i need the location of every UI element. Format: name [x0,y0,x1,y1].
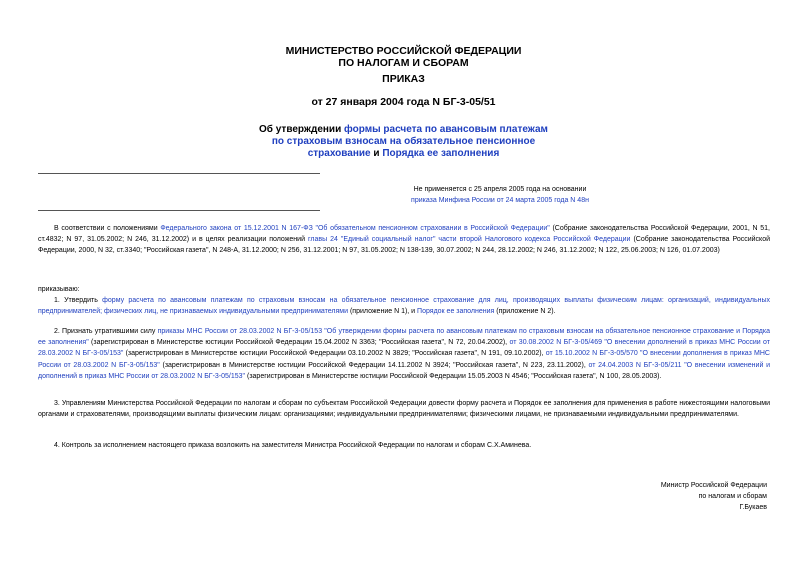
item1-text-1: 1. Утвердить [54,297,103,304]
link-federal-law[interactable]: Федерального закона от 15.12.2001 N 167-ФЗ "Об обязательном пенсионном страховании в Российской Федерации" [160,225,550,232]
signature-name: Г.Букаев [739,504,767,511]
item2-text-3: (зарегистрирован в Министерстве юстиции Российской Федерации 03.10.2002 N 3829; "Российская газета", N 191, 09.10.2002), [123,350,546,358]
validity-note [250,184,750,206]
subject-text-1: Об утверждении [259,124,344,135]
order-word: приказываю: [38,286,80,293]
signature-block [560,480,767,513]
subject-link-form[interactable]: формы расчета по авансовым платежам по страховым взносам на обязательное пенсионное страхование [271,124,548,159]
item3-text: 3. Управлениям Министерства Российской Федерации по налогам и сборам по субъектам Российской Федерации довести форму расчета и Порядок ее заполнения для применения в работе нижестоящими налоговыми органами и страхователями, производящими выплаты физическим лицам: организациями; индивидуальными предпринимателями; физическими лицами, не признаваемыми индивидуальными предпринимателями. [38,400,770,419]
ministry-line-1: МИНИСТЕРСТВО РОССИЙСКОЙ ФЕДЕРАЦИИ [285,45,522,57]
paragraph-item-4 [38,440,770,451]
document-type: ПРИКАЗ [382,73,425,85]
link-calculation-form[interactable]: форму расчета по авансовым платежам по страховым взносам на обязательное пенсионное страхование для лиц, производящих выплаты физическим лицам: организаций, индивидуальных предпринимателей; физических лиц, не признаваемых индивидуальными предпринимателями [38,297,770,316]
document-subject [0,124,807,160]
preamble-text-1: В соответствии с положениями [54,225,161,232]
link-order-211[interactable]: от 24.04.2003 N БГ-3-05/211 "О внесении изменений и дополнений в приказ МНС России от 28.03.2002 N БГ-3-05/153" [38,361,770,380]
link-order-469[interactable]: от 30.08.2002 N БГ-3-05/469 "О внесении дополнений в приказ МНС России от 28.03.2002 N БГ-3-05/153" [38,339,770,358]
item1-text-3: (приложение N 2). [494,308,556,316]
item2-text-2: (зарегистрирован в Министерстве юстиции Российской Федерации 15.04.2002 N 3363; "Российская газета", N 72, 20.04.2002), [88,339,510,347]
note-text: Не применяется с 25 апреля 2005 года на основании [413,186,587,193]
item2-text-5: (зарегистрирован в Министерстве юстиции Российской Федерации 15.05.2003 N 4546; "Российская газета", N 100, 28.05.2003). [245,372,662,380]
item4-text: 4. Контроль за исполнением настоящего приказа возложить на заместителя Министра Российской Федерации по налогам и сборам С.Х.Аминева. [54,442,532,449]
preamble-text-2: (Собрание законодательства Российской Федерации, 2001, N 51, ст.4832; N 97, 31.05.2002; N 246, 31.12.2002) и в целях реализации положений [38,225,770,244]
item2-text-1: 2. Признать утратившими силу [54,328,158,335]
signature-line-1: Министр Российской Федерации [660,482,767,489]
subject-text-2: и [370,148,383,159]
paragraph-preamble [38,223,770,257]
paragraph-item-1 [38,295,770,317]
paragraph-item-2 [38,326,770,382]
divider-bottom [38,210,320,211]
link-order-570[interactable]: от 15.10.2002 N БГ-3-05/570 "О внесении дополнения в приказ МНС России от 28.03.2002 N БГ-3-05/153" [38,350,770,369]
ministry-line-2: ПО НАЛОГАМ И СБОРАМ [338,57,469,69]
preamble-text-3: (Собрание законодательства Российской Федерации, 2000, N 32, ст.3340; "Российская газета", N 248-А, 31.12.2000; N 256, 31.12.2001; N 97, 31.05.2002; N 138-139, 30.07.2002; N 244, 28.12.2002; N 246, 31.12.2002; N 122, 25.06.2003; N 126, 01.07.2003) [38,236,771,255]
subject-link-procedure[interactable]: Порядка ее заполнения [382,148,500,159]
paragraph-item-3 [38,398,770,420]
signature-line-2: по налогам и сборам [698,493,767,500]
document-date-number: от 27 января 2004 года N БГ-3-05/51 [311,96,496,108]
note-link[interactable]: приказа Минфина России от 24 марта 2005 года N 48н [411,197,589,204]
item1-text-2: (приложение N 1), и [348,308,418,316]
ministry-title [0,45,807,69]
link-order-153[interactable]: приказы МНС России от 28.03.2002 N БГ-3-05/153 "Об утверждении формы расчета по авансовым платежам по страховым взносам на обязательное пенсионное страхование и Порядка ее заполнения" [38,328,770,347]
item2-text-4: (зарегистрирован в Министерстве юстиции Российской Федерации 14.11.2002 N 3924; "Российская газета", N 223, 23.11.2002), [159,361,589,369]
divider-top [38,173,320,174]
link-filling-procedure[interactable]: Порядок ее заполнения [417,308,495,316]
link-tax-code-chapter[interactable]: главы 24 "Единый социальный налог" части второй Налогового кодекса Российской Федерации [307,236,631,244]
